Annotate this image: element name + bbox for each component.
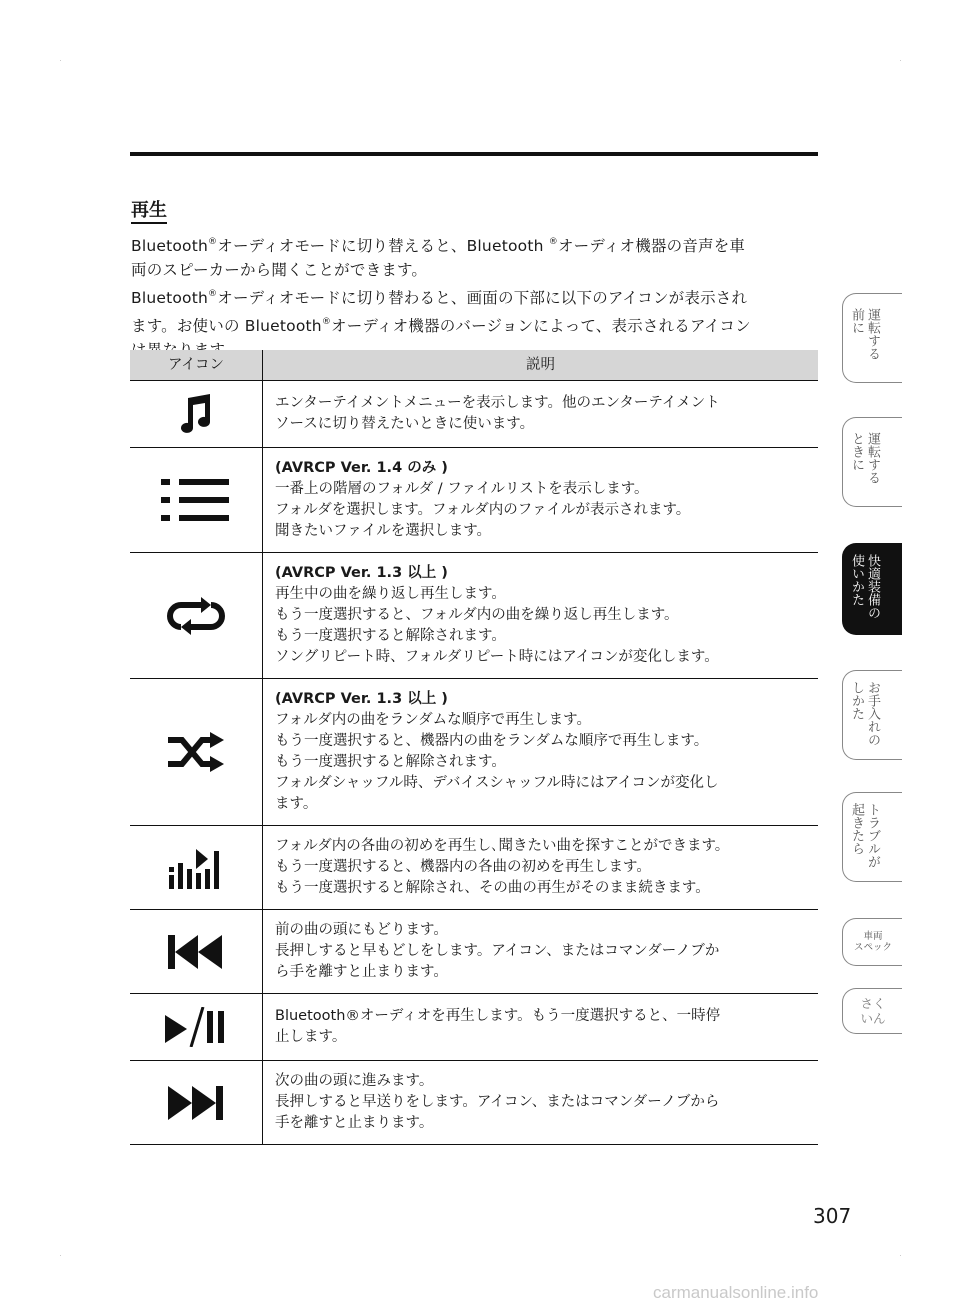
- intro-line: ます。お使いの Bluetooth®オーディオ機器のバージョンによって、表示されるアイコン: [131, 317, 751, 335]
- side-tab-index[interactable]: [842, 988, 902, 1034]
- side-tab-label: 運転する: [865, 432, 880, 484]
- crop-mark: [900, 1255, 901, 1256]
- row-description: フォルダ内の各曲の初めを再生し､聞きたい曲を探すことができます。 もう一度選択すると、機器内の各曲の初めを再生します。 もう一度選択すると解除され、その曲の再生がそのまま続きます。: [275, 838, 730, 896]
- side-tab-before-driving[interactable]: [842, 293, 902, 383]
- section-title: 再生: [131, 200, 167, 224]
- side-tab-label: さく いん: [860, 996, 886, 1026]
- side-tab-comfort-features[interactable]: [842, 543, 902, 635]
- intro-line: Bluetooth®オーディオモードに切り替えると、Bluetooth ®オーディオ機器の音声を車: [131, 237, 746, 255]
- table-row: [130, 1061, 818, 1145]
- side-tab-label: 起きたら: [849, 803, 864, 855]
- intro-line: 両のスピーカーから聞くことができます。: [131, 261, 428, 279]
- side-tab-label: しかた: [849, 681, 864, 720]
- table-row: [130, 826, 818, 910]
- side-tab-label: 運転する: [865, 308, 880, 360]
- side-tab-label: 快適装備の: [865, 554, 880, 619]
- side-tab-label: ときに: [849, 432, 864, 471]
- intro-paragraph: [131, 230, 821, 362]
- side-tab-label: 前に: [849, 308, 864, 334]
- registered-mark: ®: [208, 237, 218, 247]
- icon-table: [130, 350, 818, 1145]
- crop-mark: [60, 1255, 61, 1256]
- table-row: [130, 381, 818, 448]
- page-number: 307: [813, 1204, 852, 1228]
- repeat-icon: [167, 596, 225, 636]
- intro-line: Bluetooth®オーディオモードに切り替わると、画面の下部に以下のアイコンが表示され: [131, 289, 748, 307]
- header-icon: アイコン: [130, 350, 263, 381]
- crop-mark: [900, 60, 901, 61]
- list-icon: [161, 477, 231, 523]
- side-tab-label: トラブルが: [865, 803, 880, 868]
- table-row: [130, 553, 818, 679]
- table-row: [130, 994, 818, 1061]
- shuffle-icon: [166, 732, 226, 772]
- side-tab-when-driving[interactable]: [842, 417, 902, 507]
- play-pause-icon: [165, 1007, 227, 1047]
- side-tab-label: 車両 スペック: [853, 931, 892, 953]
- side-tab-label: 使いかた: [849, 554, 864, 606]
- watermark: carmanualsonline.info: [653, 1283, 819, 1302]
- side-tab-vehicle-specs[interactable]: [842, 918, 902, 966]
- header-description: 説明: [263, 350, 819, 381]
- side-tab-label: お手入れの: [865, 681, 880, 746]
- row-note: (AVRCP Ver. 1.4 のみ ): [275, 460, 448, 476]
- table-row: [130, 679, 818, 826]
- row-description: 前の曲の頭にもどります。 長押しすると早もどしをします。アイコン、またはコマンダーノブか ら手を離すと止まります。: [275, 922, 720, 980]
- row-description: 一番上の階層のフォルダ / ファイルリストを表示します。 フォルダを選択します。フォルダ内のファイルが表示されます。 聞きたいファイルを選択します。: [275, 481, 691, 539]
- table-row: [130, 910, 818, 994]
- side-tab-maintenance[interactable]: [842, 670, 902, 760]
- table-row: [130, 448, 818, 553]
- music-note-icon: [174, 392, 218, 436]
- registered-mark: ®: [548, 237, 558, 247]
- registered-mark: ®: [208, 289, 218, 299]
- previous-track-icon: [168, 935, 224, 969]
- header-rule: [130, 152, 818, 156]
- registered-mark: ®: [321, 317, 332, 327]
- row-description: 再生中の曲を繰り返し再生します。 もう一度選択すると、フォルダ内の曲を繰り返し再生します。 もう一度選択すると解除されます。 ソングリピート時、フォルダリピート時にはアイコンが変化します。: [275, 586, 719, 665]
- side-tab-troubleshooting[interactable]: [842, 792, 902, 882]
- scan-icon: [169, 847, 223, 889]
- crop-mark: [60, 60, 61, 61]
- row-note: (AVRCP Ver. 1.3 以上 ): [275, 691, 448, 707]
- row-note: (AVRCP Ver. 1.3 以上 ): [275, 565, 448, 581]
- next-track-icon: [168, 1086, 224, 1120]
- row-description: エンターテイメントメニューを表示します。他のエンターテイメント ソースに切り替えたいときに使います。: [275, 395, 720, 432]
- row-description: 次の曲の頭に進みます。 長押しすると早送りをします。アイコン、またはコマンダーノブから 手を離すと止まります。: [275, 1073, 720, 1131]
- table-header-row: [130, 350, 818, 381]
- row-description: Bluetooth®オーディオを再生します。もう一度選択すると、一時停 止します。: [275, 1008, 721, 1045]
- row-description: フォルダ内の曲をランダムな順序で再生します。 もう一度選択すると、機器内の曲をランダムな順序で再生します。 もう一度選択すると解除されます。 フォルダシャッフル時、デバイスシャッフル時にはアイコンが変化し ます。: [275, 712, 719, 812]
